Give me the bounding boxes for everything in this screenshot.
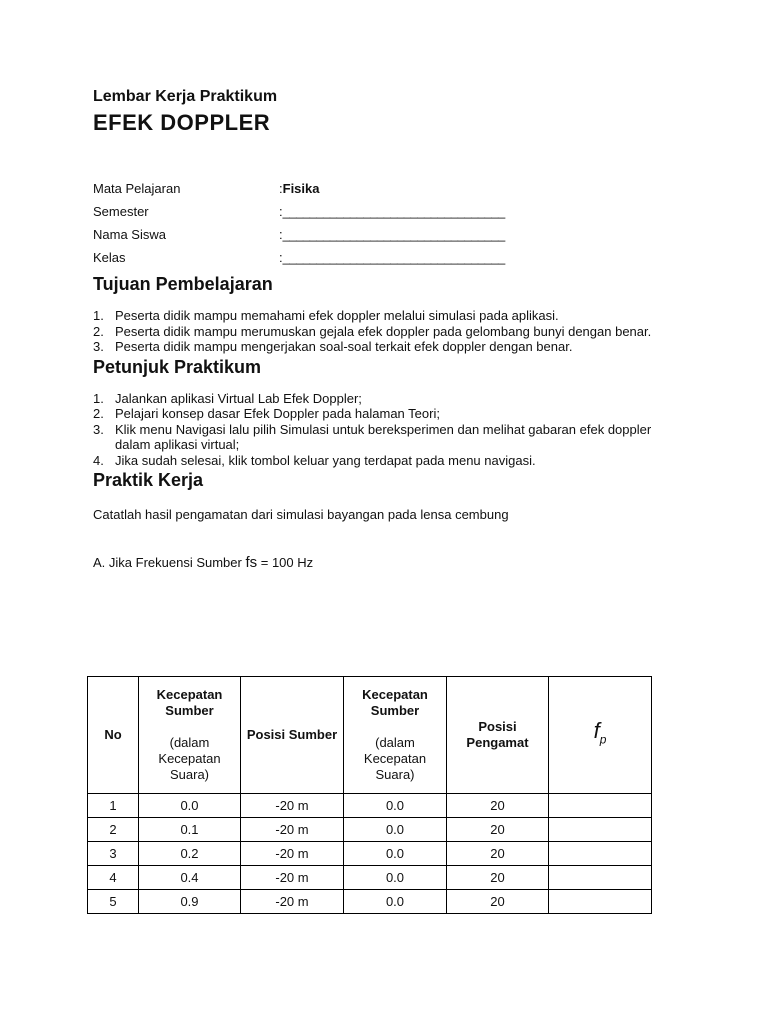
cell-observer-speed: 0.0	[344, 842, 447, 866]
observation-table	[87, 676, 652, 914]
list-text: Klik menu Navigasi lalu pilih Simulasi untuk bereksperimen dan melihat gabaran efek doppler dalam aplikasi virtual;	[115, 421, 652, 452]
cell-fp-input[interactable]	[549, 842, 652, 866]
cell-observer-speed: 0.0	[344, 794, 447, 818]
list-number: 2.	[93, 323, 104, 339]
info-row-semester	[93, 203, 673, 226]
list-number: 3.	[93, 339, 104, 354]
subsection-a-text: A. Jika Frekuensi Sumber	[93, 555, 246, 570]
info-label: Nama Siswa	[93, 227, 166, 242]
info-colon: :	[279, 204, 283, 219]
list-text: Peserta didik mampu merumuskan gejala efek doppler pada gelombang bunyi dengan benar.	[115, 323, 652, 339]
table-row	[88, 794, 652, 818]
cell-fp-input[interactable]	[549, 866, 652, 890]
cell-fp-input[interactable]	[549, 818, 652, 842]
list-text: Pelajari konsep dasar Efek Doppler pada halaman Teori;	[115, 406, 440, 421]
practice-intro: Catatlah hasil pengamatan dari simulasi bayangan pada lensa cembung	[93, 507, 509, 522]
list-item	[93, 308, 673, 324]
info-value-subject: Fisika	[282, 181, 320, 196]
cell-fp-input[interactable]	[549, 794, 652, 818]
cell-observer-position: 20	[447, 866, 549, 890]
list-number: 1.	[93, 308, 104, 323]
info-row-class	[93, 249, 673, 272]
info-block	[93, 180, 673, 272]
cell-no: 1	[88, 794, 139, 818]
document-subtitle: Lembar Kerja Praktikum	[93, 88, 278, 105]
info-colon: :	[279, 227, 283, 242]
list-number: 1.	[93, 390, 104, 406]
subsection-a-value: = 100 Hz	[257, 555, 314, 570]
fp-symbol	[593, 717, 607, 747]
table-header-row	[88, 677, 652, 794]
cell-observer-speed: 0.0	[344, 890, 447, 914]
cell-observer-position: 20	[447, 818, 549, 842]
info-label: Mata Pelajaran	[93, 181, 181, 196]
list-text: Peserta didik mampu mengerjakan soal-soal terkait efek doppler dengan benar.	[115, 339, 573, 354]
info-label: Semester	[93, 204, 149, 219]
info-row-name	[93, 226, 673, 249]
list-text: Jika sudah selesai, klik tombol keluar yang terdapat pada menu navigasi.	[115, 452, 536, 468]
info-label: Kelas	[93, 250, 126, 265]
list-item	[93, 391, 673, 407]
info-colon: :	[279, 250, 283, 265]
cell-observer-position: 20	[447, 794, 549, 818]
subsection-a-label	[93, 554, 673, 572]
header-observer-speed-note: (dalam Kecepatan Suara)	[363, 735, 427, 782]
cell-observer-speed: 0.0	[344, 818, 447, 842]
cell-source-position: -20 m	[241, 866, 344, 890]
cell-source-position: -20 m	[241, 842, 344, 866]
info-colon: :	[279, 181, 283, 196]
fp-symbol-sub: p	[599, 732, 607, 747]
list-number: 3.	[93, 421, 104, 437]
cell-source-speed: 0.2	[139, 842, 241, 866]
header-source-position: Posisi Sumber	[241, 677, 344, 794]
header-observed-frequency	[549, 677, 652, 794]
header-observer-position: Posisi Pengamat	[447, 677, 549, 794]
list-text: Jalankan aplikasi Virtual Lab Efek Doppler;	[115, 390, 362, 406]
table-row	[88, 890, 652, 914]
header-source-speed-label: Kecepatan Sumber	[156, 687, 223, 718]
header-observer-speed	[344, 677, 447, 794]
cell-source-position: -20 m	[241, 794, 344, 818]
cell-no: 4	[88, 866, 139, 890]
objectives-list	[93, 308, 673, 355]
list-item	[93, 453, 673, 469]
header-source-speed-note: (dalam Kecepatan Suara)	[158, 735, 221, 782]
info-row-subject	[93, 180, 673, 203]
header-observer-speed-label: Kecepatan Sumber	[362, 687, 428, 718]
table-row	[88, 842, 652, 866]
document	[93, 86, 673, 572]
cell-source-speed: 0.4	[139, 866, 241, 890]
cell-observer-position: 20	[447, 890, 549, 914]
cell-source-position: -20 m	[241, 890, 344, 914]
section-heading-practice: Praktik Kerja	[93, 470, 204, 490]
class-fill-line[interactable]: _________________________________	[282, 250, 505, 265]
list-item	[93, 422, 673, 453]
header-source-speed	[139, 677, 241, 794]
section-heading-objectives: Tujuan Pembelajaran	[93, 274, 273, 294]
semester-fill-line[interactable]: _________________________________	[282, 204, 505, 219]
table-row	[88, 866, 652, 890]
cell-source-position: -20 m	[241, 818, 344, 842]
instructions-list	[93, 391, 673, 469]
cell-observer-speed: 0.0	[344, 866, 447, 890]
document-title: EFEK DOPPLER	[93, 110, 271, 135]
list-item	[93, 324, 673, 340]
section-heading-instructions: Petunjuk Praktikum	[93, 356, 262, 377]
list-number: 2.	[93, 406, 104, 421]
cell-source-speed: 0.0	[139, 794, 241, 818]
cell-no: 5	[88, 890, 139, 914]
table-row	[88, 818, 652, 842]
cell-observer-position: 20	[447, 842, 549, 866]
cell-no: 2	[88, 818, 139, 842]
fp-symbol-main: f	[593, 717, 600, 743]
list-item	[93, 406, 673, 422]
student-name-fill-line[interactable]: _________________________________	[282, 227, 505, 242]
cell-fp-input[interactable]	[549, 890, 652, 914]
list-number: 4.	[93, 452, 104, 468]
cell-source-speed: 0.9	[139, 890, 241, 914]
header-no: No	[88, 677, 139, 794]
source-frequency-symbol: fs	[245, 554, 258, 571]
list-item	[93, 339, 673, 355]
list-text: Peserta didik mampu memahami efek doppler melalui simulasi pada aplikasi.	[115, 308, 559, 323]
cell-source-speed: 0.1	[139, 818, 241, 842]
cell-no: 3	[88, 842, 139, 866]
